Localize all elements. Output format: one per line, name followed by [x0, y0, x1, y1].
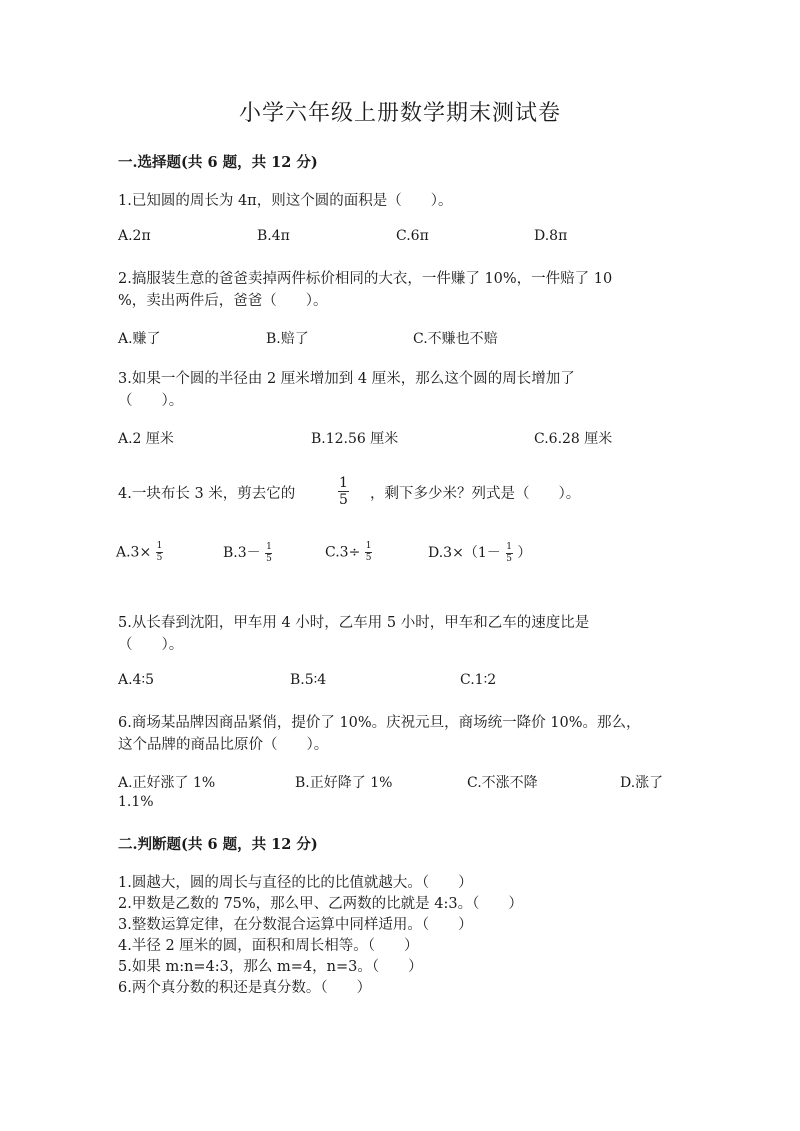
section-2-heading: 二.判断题(共 6 题，共 12 分) [118, 836, 318, 853]
question-1-option-d: D.8π [534, 228, 568, 244]
option-prefix: C.3÷ [325, 544, 361, 561]
judge-item-5: 5.如果 m:n=4:3，那么 m=4，n=3。（ ） [118, 959, 423, 975]
question-3-option-c: C.6.28 厘米 [534, 431, 613, 447]
question-2-option-b: B.赔了 [266, 331, 309, 347]
question-2-line-1: 2.搞服装生意的爸爸卖掉两件标价相同的大衣，一件赚了 10%，一件赔了 10 [118, 271, 613, 287]
judge-item-4: 4.半径 2 厘米的圆，面积和周长相等。（ ） [118, 938, 419, 954]
question-5-line-2: （ ）。 [118, 637, 184, 653]
question-5-option-c: C.1∶2 [460, 672, 497, 688]
fraction-denominator: 5 [339, 492, 348, 508]
judge-item-1: 1.圆越大，圆的周长与直径的比的比值就越大。（ ） [118, 875, 473, 891]
question-3-line-2: （ ）。 [118, 393, 184, 409]
judge-item-6: 6.两个真分数的积还是真分数。（ ） [118, 980, 372, 996]
fraction-denominator: 5 [506, 553, 512, 564]
page-title: 小学六年级上册数学期末测试卷 [238, 101, 561, 126]
question-3-line-1: 3.如果一个圆的半径由 2 厘米增加到 4 厘米，那么这个圆的周长增加了 [118, 371, 575, 387]
question-6-line-2: 这个品牌的商品比原价（ ）。 [118, 737, 329, 753]
fraction-denominator: 5 [266, 553, 272, 564]
question-3-option-a: A.2 厘米 [118, 431, 174, 447]
fraction-numerator: 1 [339, 475, 348, 491]
question-6-option-b: B.正好降了 1% [295, 775, 393, 791]
option-suffix: ） [517, 545, 532, 561]
fraction-numerator: 1 [506, 541, 512, 552]
fraction-denominator: 5 [365, 553, 372, 563]
question-4-option-b [223, 542, 273, 564]
question-1-option-b: B.4π [257, 228, 290, 244]
question-6-option-a: A.正好涨了 1% [118, 775, 216, 791]
question-4-option-c [325, 542, 373, 563]
question-1-text: 1.已知圆的周长为 4π，则这个圆的面积是（ ）。 [118, 193, 453, 209]
option-prefix: D.3×（1－ [428, 545, 501, 561]
question-5-option-b: B.5∶4 [290, 672, 327, 688]
option-fraction [505, 543, 513, 564]
question-4-text-after: ，剩下多少米？列式是（ ）。 [370, 486, 581, 502]
question-5-option-a: A.4∶5 [118, 672, 155, 688]
question-6-line-1: 6.商场某品牌因商品紧俏，提价了 10%。庆祝元旦，商场统一降价 10%。那么， [118, 715, 641, 731]
question-4-fraction [338, 476, 349, 507]
question-2-line-2: %，卖出两件后，爸爸（ ）。 [118, 293, 328, 309]
fraction-numerator: 1 [266, 541, 272, 552]
fraction-denominator: 5 [156, 553, 163, 563]
question-4-option-d [428, 542, 531, 564]
question-5-line-1: 5.从长春到沈阳，甲车用 4 小时，乙车用 5 小时，甲车和乙车的速度比是 [118, 615, 590, 631]
judge-item-3: 3.整数运算定律，在分数混合运算中同样适用。（ ） [118, 917, 473, 933]
question-6-option-d-wrap: 1.1% [118, 794, 154, 810]
question-1-option-a: A.2π [118, 228, 151, 244]
question-6-option-d: D.涨了 [620, 775, 664, 791]
judge-item-2: 2.甲数是乙数的 75%，那么甲、乙两数的比就是 4:3。（ ） [118, 896, 523, 912]
fraction-numerator: 1 [156, 541, 163, 551]
option-prefix: B.3－ [223, 545, 261, 561]
question-4-text-before: 4.一块布长 3 米，剪去它的 [118, 486, 296, 502]
question-2-option-a: A.赚了 [118, 331, 161, 347]
option-fraction [365, 542, 373, 563]
question-6-option-c: C.不涨不降 [467, 775, 538, 791]
option-fraction [265, 543, 273, 564]
question-3-option-b: B.12.56 厘米 [311, 431, 399, 447]
section-1-heading: 一.选择题(共 6 题，共 12 分) [118, 154, 318, 171]
question-2-option-c: C.不赚也不赔 [413, 331, 498, 347]
option-prefix: A.3× [116, 544, 152, 561]
question-1-option-c: C.6π [396, 228, 429, 244]
option-fraction [156, 542, 164, 563]
question-4-option-a [116, 542, 163, 563]
fraction-numerator: 1 [365, 541, 372, 551]
